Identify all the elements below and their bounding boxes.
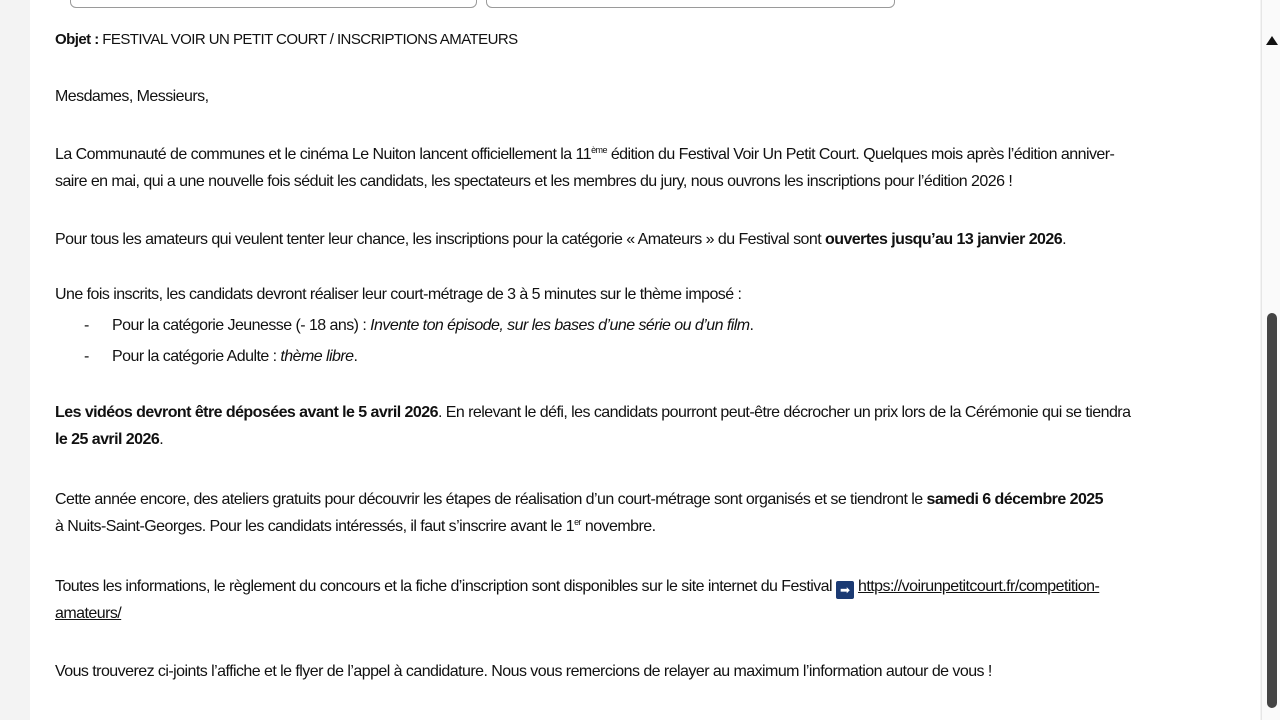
p1-sup: ème bbox=[591, 145, 607, 155]
paragraph-deadline bbox=[55, 226, 1250, 253]
p6-text-a: Toutes les informations, le règlement du concours et la fiche d’inscription sont disponibles sur le site internet du Festival bbox=[55, 578, 833, 595]
recipient-field[interactable] bbox=[70, 0, 477, 8]
list-item-theme: Invente ton épisode, sur les bases d’une série ou d’un film bbox=[370, 317, 750, 334]
paragraph-videos bbox=[55, 399, 1250, 453]
list-item-end: . bbox=[353, 348, 358, 365]
festival-link-part1[interactable]: https://voirunpetitcourt.fr/competition- bbox=[858, 578, 1100, 595]
p2-text-a: Pour tous les amateurs qui veulent tenter leur chance, les inscriptions pour la catégorie « Amateurs » du Festival sont bbox=[55, 231, 826, 248]
subject-label: Objet : bbox=[55, 31, 99, 48]
p1-text-b: édition du Festival Voir Un Petit Court. Quelques mois après l’édition anniver- bbox=[606, 146, 1115, 163]
p2-text-c: . bbox=[1062, 231, 1067, 248]
themes-intro: Une fois inscrits, les candidats devront réaliser leur court-métrage de 3 à 5 minutes sur le thème imposé : bbox=[55, 286, 742, 303]
paragraph-intro bbox=[55, 141, 1250, 195]
p5-text-b: à Nuits-Saint-Georges. Pour les candidats intéressés, il faut s’inscrire avant le 1 bbox=[55, 518, 575, 535]
list-item bbox=[55, 310, 1250, 341]
scrollbar-thumb[interactable] bbox=[1267, 313, 1277, 708]
greeting: Mesdames, Messieurs, bbox=[55, 88, 209, 105]
p5-text-c: novembre. bbox=[580, 518, 656, 535]
arrow-right-icon: ➡ bbox=[836, 581, 854, 599]
p2-deadline: ouvertes jusqu’au 13 janvier 2026 bbox=[825, 231, 1063, 248]
vertical-scrollbar[interactable] bbox=[1261, 0, 1280, 720]
p4-text-a: . En relevant le défi, les candidats pourront peut-être décrocher un prix lors de la Cérémonie qui se tiendra bbox=[437, 404, 1131, 421]
list-item bbox=[55, 341, 1250, 372]
paragraph-workshops bbox=[55, 486, 1250, 540]
p5-workshop-date: samedi 6 décembre 2025 bbox=[926, 491, 1103, 508]
list-item-label: Pour la catégorie Jeunesse (- 18 ans) : bbox=[112, 317, 371, 334]
themes-list bbox=[55, 310, 1250, 372]
list-item-theme: thème libre bbox=[280, 348, 354, 365]
paragraph-themes bbox=[55, 279, 1250, 372]
p1-text-c: saire en mai, qui a une nouvelle fois séduit les candidats, les spectateurs et les membres du jury, nous ouvrons les inscriptions pour l’édition 2026 ! bbox=[55, 173, 1013, 190]
list-dash: - bbox=[84, 348, 89, 365]
p5-text-a: Cette année encore, des ateliers gratuits pour découvrir les étapes de réalisation d’un court-métrage sont organisés et se tiendront le bbox=[55, 491, 927, 508]
list-dash: - bbox=[84, 317, 89, 334]
document-page bbox=[30, 0, 1260, 720]
p1-text-a: La Communauté de communes et le cinéma Le Nuiton lancent officiellement la 11 bbox=[55, 146, 592, 163]
paragraph-info bbox=[55, 573, 1250, 627]
sender-field[interactable] bbox=[486, 0, 895, 8]
paragraph-closing: Vous trouverez ci-joints l’affiche et le flyer de l’appel à candidature. Nous vous remercions de relayer au maximum l’information autour de vous ! bbox=[55, 663, 992, 680]
list-item-label: Pour la catégorie Adulte : bbox=[112, 348, 281, 365]
festival-link-part2[interactable]: amateurs/ bbox=[55, 605, 122, 622]
p4-text-c: . bbox=[159, 431, 164, 448]
subject-line bbox=[55, 26, 518, 53]
p4-bold-deadline: Les vidéos devront être déposées avant le 5 avril 2026 bbox=[55, 404, 438, 421]
subject-text: FESTIVAL VOIR UN PETIT COURT / INSCRIPTIONS AMATEURS bbox=[102, 31, 518, 48]
list-item-end: . bbox=[749, 317, 754, 334]
scroll-up-arrow-icon[interactable] bbox=[1266, 36, 1278, 45]
p5-sup: er bbox=[574, 517, 581, 527]
p4-bold-ceremony: le 25 avril 2026 bbox=[55, 431, 160, 448]
